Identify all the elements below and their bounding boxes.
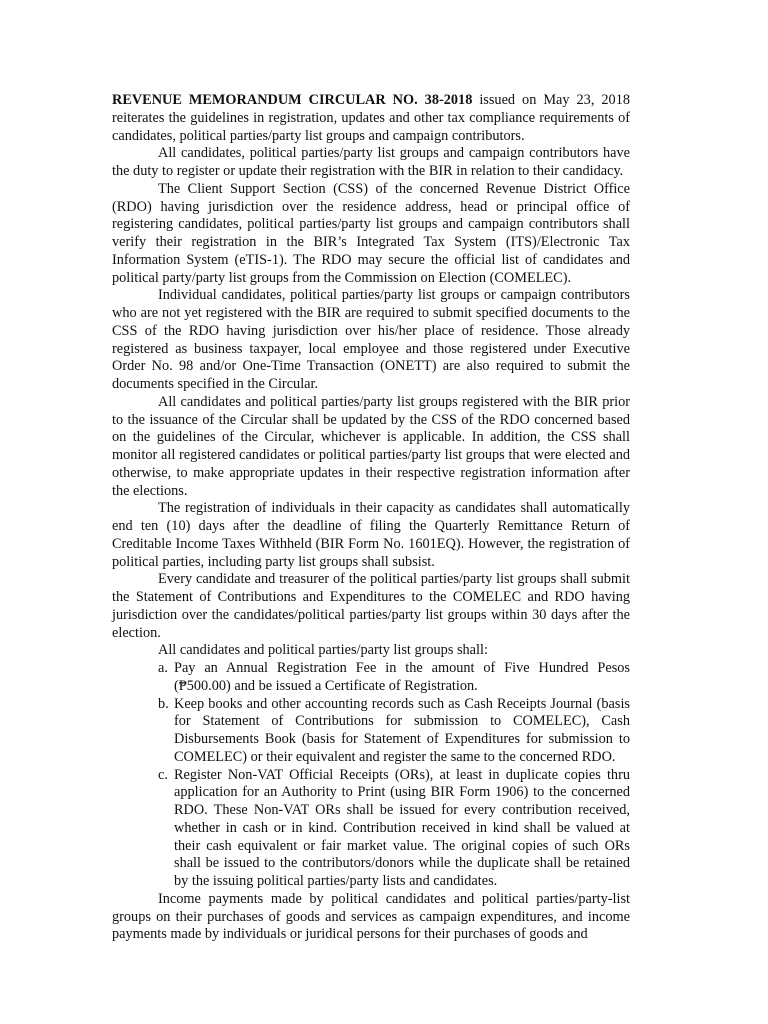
- list-item-text: Pay an Annual Registration Fee in the amount of Five Hundred Pesos (₱500.00) and be issued a Certificate of Registration.: [174, 660, 630, 694]
- document-page: [112, 92, 630, 944]
- intro-text: issued on May 23, 2018 reiterates the guidelines in registration, updates and other tax compliance requirements of candidates, political parties/party list groups and campaign contributors.: [112, 92, 630, 144]
- list-marker: a.: [158, 660, 168, 676]
- paragraph-statement-of-contributions: Every candidate and treasurer of the political parties/party list groups shall submit the Statement of Contributions and Expenditures to the COMELEC and RDO having jurisdiction over the candidates/political parties/party list groups within 30 days after the election.: [112, 571, 630, 641]
- paragraph-duty-to-register: All candidates, political parties/party list groups and campaign contributors have the duty to register or update their registration with the BIR in relation to their candidacy.: [112, 145, 630, 179]
- paragraph-css-verification: The Client Support Section (CSS) of the concerned Revenue District Office (RDO) having jurisdiction over the residence address, head or principal office of registering candidates, political parties/party list groups and campaign contributors shall verify their registration in the BIR’s Integrated Tax System (ITS)/Electronic Tax Information System (eTIS-1). The RDO may secure the official list of candidates and political party/party list groups from the Commission on Election (COMELEC).: [112, 180, 630, 286]
- paragraph-unregistered-candidates: Individual candidates, political parties/party list groups or campaign contributors who are not yet registered with the BIR are required to submit specified documents to the CSS of the RDO having jurisdiction over his/her place of residence. Those already registered as business taxpayer, local employee and those registered under Executive Order No. 98 and/or One-Time Transaction (ONETT) are also required to submit the documents specified in the Circular.: [112, 287, 630, 392]
- list-item-text: Register Non-VAT Official Receipts (ORs), at least in duplicate copies thru application for an Authority to Print (using BIR Form 1906) to the concerned RDO. These Non-VAT ORs shall be issued for every contribution received, whether in cash or in kind. Contribution received in kind shall be valued at their cash equivalent or fair market value. The original copies of such ORs shall be issued to the contributors/donors while the duplicate shall be retained by the issuing political parties/party lists and candidates.: [174, 766, 630, 889]
- list-item-text: Keep books and other accounting records such as Cash Receipts Journal (basis for Statement of Contributions for submission to COMELEC), Cash Disbursements Book (basis for Statement of Expenditures for submission to COMELEC) or their equivalent and register the same to the concerned RDO.: [174, 695, 630, 765]
- list-marker: b.: [158, 695, 169, 712]
- circular-heading: REVENUE MEMORANDUM CIRCULAR NO. 38-2018: [112, 92, 473, 108]
- paragraph-list-intro: All candidates and political parties/party list groups shall:: [158, 642, 488, 659]
- paragraph-registration-end: The registration of individuals in their capacity as candidates shall automatically end ten (10) days after the deadline of filing the Quarterly Remittance Return of Creditable Income Taxes Withheld (BIR Form No. 1601EQ). However, the registration of political parties, including party list groups shall subsist.: [112, 500, 630, 570]
- intro-paragraph: [112, 92, 630, 145]
- paragraph-income-payments: Income payments made by political candidates and political parties/party-list groups on their purchases of goods and services as campaign expenditures, and income payments made by individuals or juridical persons for their purchases of goods and: [112, 890, 630, 943]
- requirements-list: [112, 660, 630, 891]
- list-marker: c.: [158, 766, 168, 783]
- list-item: [112, 767, 630, 891]
- list-item: [112, 660, 630, 696]
- paragraph-registered-updates: All candidates and political parties/party list groups registered with the BIR prior to the issuance of the Circular shall be updated by the CSS of the RDO concerned based on the guidelines of the Circular, whichever is applicable. In addition, the CSS shall monitor all registered candidates or political parties/party list groups that were elected and otherwise, to make appropriate updates in their respective registration information after the elections.: [112, 393, 630, 499]
- list-item: [112, 696, 630, 767]
